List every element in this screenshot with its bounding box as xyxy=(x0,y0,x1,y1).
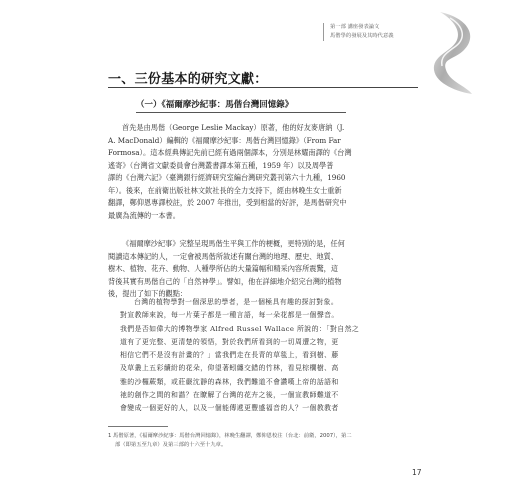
text-line: 背後其實有馬偕自己的「自然神學」。譬如，他在詳細地介紹完台灣的植物 xyxy=(108,276,342,286)
running-head-part: 第一部 講座發表論文 xyxy=(330,24,380,30)
quote-line: 相信它們不是沒有計畫的？」當我們走在長青的草毯上，看到樹、藤 xyxy=(120,351,339,360)
section-divider xyxy=(108,87,418,88)
running-head-book-title: 馬偕學的發展及其時代意義 xyxy=(330,33,394,39)
text-line: 譯的《台灣六記》（臺灣銀行經濟研究室編台灣研究叢刊第六十九種，1960 xyxy=(108,173,346,182)
footnote xyxy=(108,432,418,450)
paragraph-2 xyxy=(108,238,424,301)
running-head xyxy=(323,23,425,41)
footnote-divider xyxy=(108,426,168,427)
text-line: 首先是由馬偕（George Leslie Mackay）原著，他的好友麥唐納（J. xyxy=(122,123,345,132)
quote-line: 會變成一個更好的人，以及一個能傳遞更豐盛福音的人？一個教教者 xyxy=(120,404,339,413)
page-number: 17 xyxy=(412,468,422,477)
text-line: 遙寄》（台灣省文獻委員會台灣叢書譯本第五種，1959 年）以及周學普 xyxy=(108,160,334,170)
footnote-line: 部（即第五至九章）及第三部的十六至十九章。 xyxy=(115,442,227,448)
text-line: 樹木、植物、花卉、動物、人種學所佔的大量篇幅和精采內容所震驚，這 xyxy=(108,264,339,273)
quote-line: 我們是否如偉大的博物學家 Alfred Russel Wallace 所說的：「對自然之 xyxy=(120,324,360,333)
text-line: 年）。後來，在前衛出版社林文欽社長的全力支持下，經由林晚生女士重新 xyxy=(108,185,342,195)
quote-line: 台灣的植物學對一個深思的學者，是一個極具有趣的探討對象。 xyxy=(134,298,339,306)
text-line: 翻譯，鄭仰恩專譯校註，於 2007 年推出，受到相當的好評，是馬偕研究中 xyxy=(108,198,347,207)
quote-line: 對宣教師來說，每一片葉子都是一種言語，每一朵花都是一個聲音。 xyxy=(120,311,339,320)
text-line: A. MacDonald）編輯的《福爾摩沙紀事：馬偕台灣回憶錄》（From Far xyxy=(108,135,341,145)
text-line: 最廣為流傳的一本書。 xyxy=(108,210,180,220)
footnote-line: 1 馬偕原著，《福爾摩沙紀事：馬偕台灣回憶錄》，林晚生翻譯，鄭仰恩校注（台北：前衛，2007），第二 xyxy=(108,433,352,439)
section-heading: 一、三份基本的研究文獻： xyxy=(108,72,268,87)
quote-line: 祂的創作之間的和諧？在瞭解了台灣的花卉之後，一個宣教師難道不 xyxy=(120,391,339,400)
text-line: 《福爾摩沙紀事》完整呈現馬偕生平與工作的梗概，更特別的是，任何 xyxy=(122,239,345,248)
quote-line: 及草叢上五彩續紛的花朵，仰望著蚓纏交錯的竹林，看見棕櫚樹、高 xyxy=(120,364,339,373)
text-line: 閱讀這本傳記的人，一定會被馬偕所敘述有關台灣的地理、歷史、地質、 xyxy=(108,251,339,261)
subsection-divider xyxy=(136,112,346,113)
subsection-heading: （一）《福爾摩沙紀事：馬偕台灣回憶錄》 xyxy=(136,100,294,110)
text-line: Formosa）。這本經典傳記先前已經有過兩個譯本，分別是林耀南譯的《台灣 xyxy=(108,148,352,157)
quote-line: 雅的沙欏蕨類，或莊嚴沈靜的森林，我們難道不會讚嘆上帝的話語和 xyxy=(120,377,339,386)
decorative-swirl-icon xyxy=(420,8,482,98)
quote-line: 道有了更完整、更清楚的領悟，對於我們所看到的一切周遭之物，更 xyxy=(120,337,339,346)
paragraph-1 xyxy=(108,122,424,222)
block-quote xyxy=(120,296,420,416)
text-line: 後，提出了如下的觀點： xyxy=(108,289,188,298)
